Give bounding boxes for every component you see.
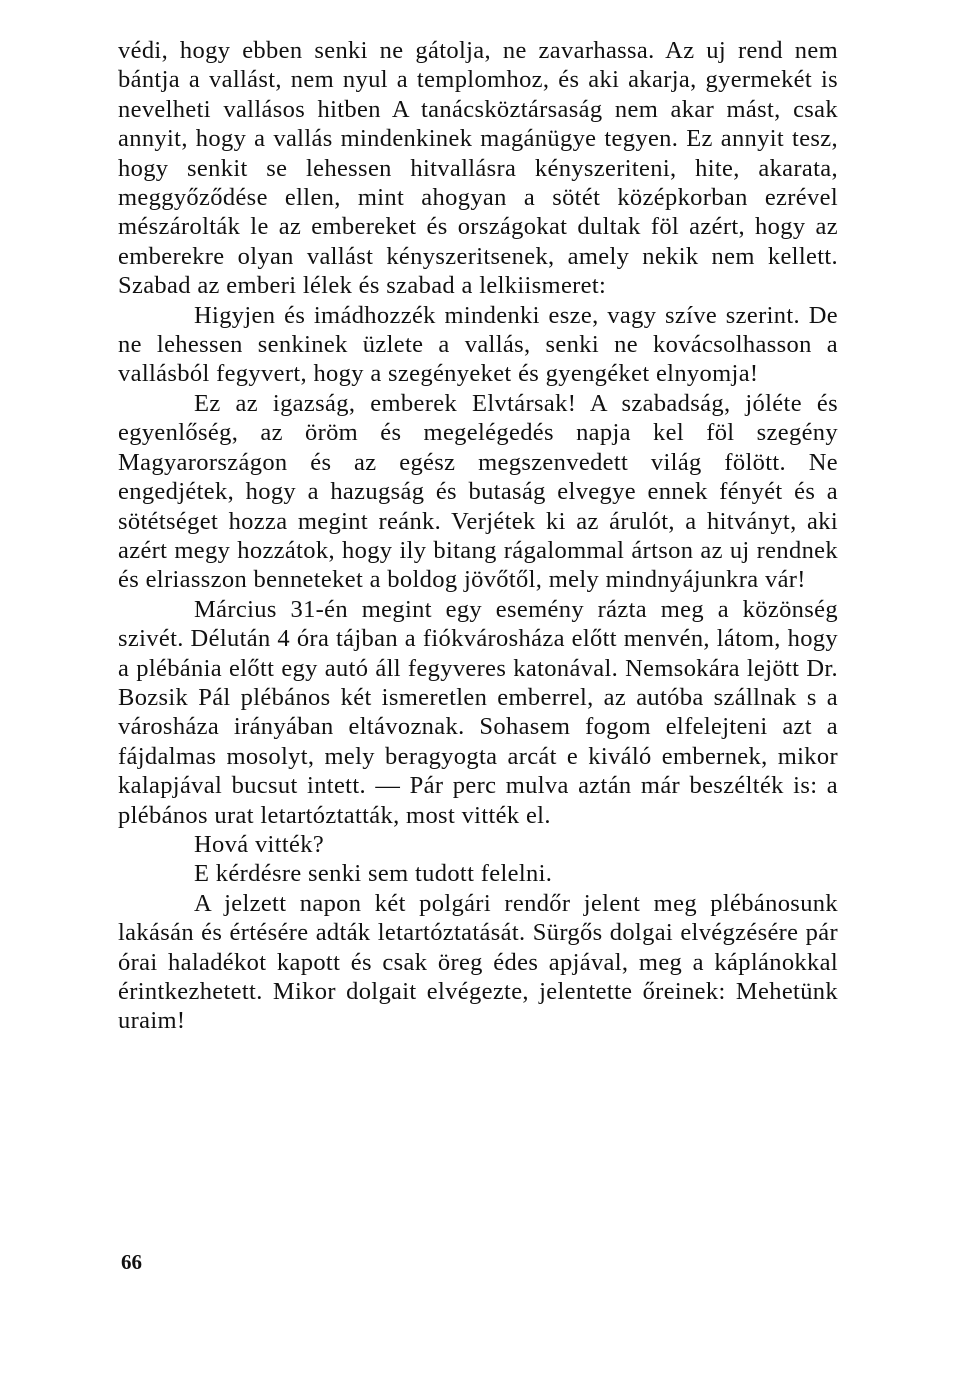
paragraph: A jelzett napon két polgári rendőr jelent meg plébánosunk lakásán és értésére adták letartóztatását. Sürgős dolgai elvégzésére pár órai haladékot kapott és csak öreg édes apjával, meg a káplánokkal érintkezhetett. Mikor dolgait elvégezte, jelentette őreinek: Mehetünk uraim!	[118, 889, 838, 1035]
paragraph: E kérdésre senki sem tudott felelni.	[194, 860, 553, 888]
paragraph: Ez az igazság, emberek Elvtársak! A szabadság, jóléte és egyenlőség, az öröm és megelégedés napja kel föl szegény Magyarországon és az egész megszenvedett világ fölött. Ne engedjétek, hogy a hazugság és butaság elvegye ennek fényét és a sötétséget hozza megint reánk. Verjétek ki az árulót, a hitványt, aki azért megy hozzátok, hogy ily bitang rágalommal ártson az uj rendnek és elriasszon benneteket a boldog jövőtől, mely mindnyájunkra vár!	[118, 389, 838, 594]
paragraph: védi, hogy ebben senki ne gátolja, ne zavarhassa. Az uj rend nem bántja a vallást, nem nyul a templomhoz, és aki akarja, gyermekét is nevelheti vallásos hitben A tanácsköztársaság nem akar mást, csak annyit, hogy a vallás mindenkinek magánügye tegyen. Ez annyit tesz, hogy senkit se lehessen hitvallásra kényszeriteni, hite, akarata, meggyőződése ellen, mint ahogyan a sötét középkorban ezrével mészárolták le az embereket és országokat dultak föl azért, hogy az emberekre olyan vallást kényszeritsenek, amely nekik nem kellett. Szabad az emberi lélek és szabad a lelkiismeret:	[118, 37, 838, 300]
page-number: 66	[121, 1250, 142, 1274]
paragraph: Higyjen és imádhozzék mindenki esze, vagy szíve szerint. De ne lehessen senkinek üzlete a vallás, senki ne kovácsolhasson a vallásból fegyvert, hogy a szegényeket és gyengéket elnyomja!	[118, 301, 838, 388]
paragraph: Március 31-én megint egy esemény rázta meg a közönség szivét. Délután 4 óra tájban a fiókvárosháza előtt menvén, látom, hogy a plébánia előtt egy autó áll fegyveres katonával. Nemsokára lejött Dr. Bozsik Pál plébános két ismeretlen emberrel, az autóba szállnak s a városháza irányában eltávoznak. Sohasem fogom elfelejteni azt a fájdalmas mosolyt, mely beragyogta arcát e kiváló embernek, mikor kalapjával bucsut intett. — Pár perc mulva aztán már beszélték is: a plébános urat letartóztatták, most vitték el.	[118, 595, 838, 829]
page-body	[118, 36, 838, 1036]
paragraph: Hová vitték?	[194, 830, 325, 858]
